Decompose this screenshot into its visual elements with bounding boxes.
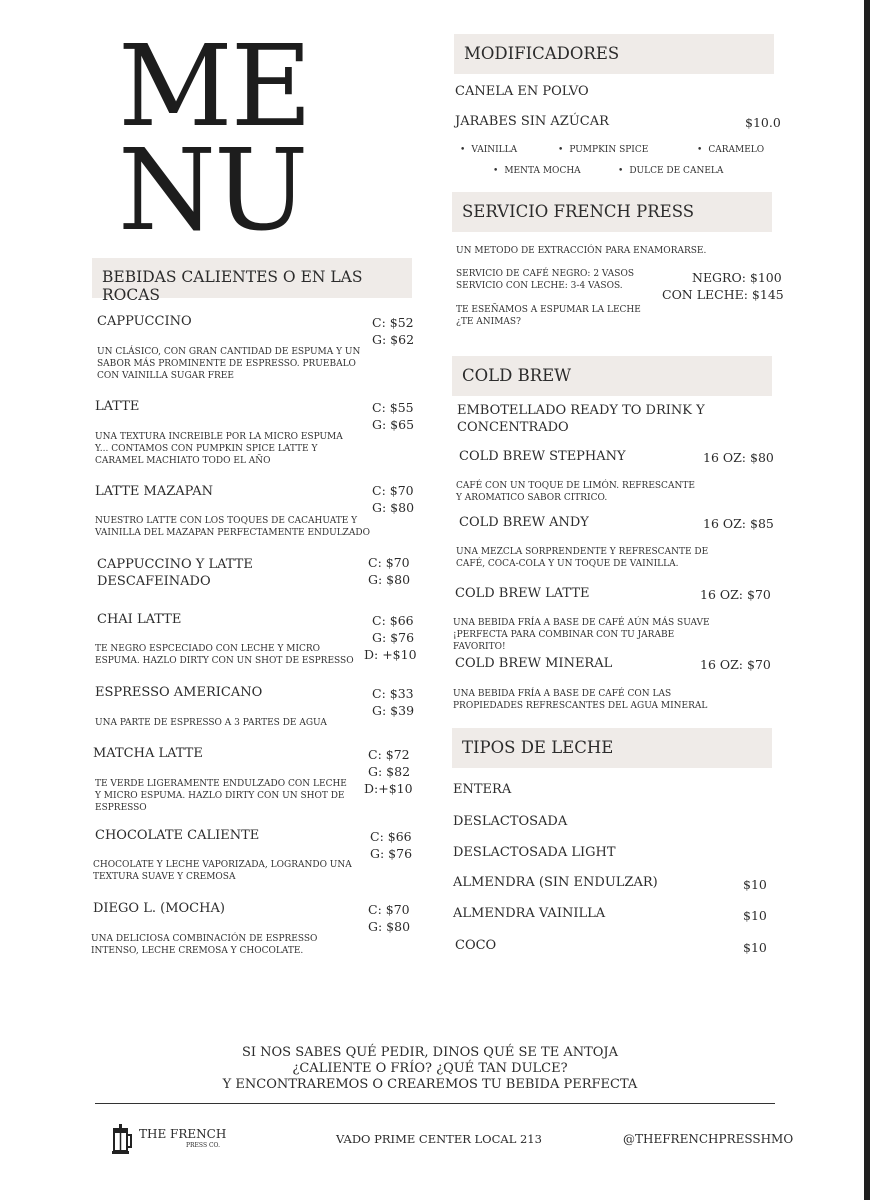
cold-brew-latte-price: 16 OZ: $70 xyxy=(700,587,771,602)
hot-drinks-header-label: BEBIDAS CALIENTES O EN LAS ROCAS xyxy=(102,268,363,304)
flavor-pumpkin-spice: • PUMPKIN SPICE xyxy=(558,145,648,155)
item-chocolate-price-c: C: $66 xyxy=(370,829,412,844)
modifiers-header xyxy=(454,34,774,74)
milk-almendra-vainilla: ALMENDRA VAINILLA xyxy=(453,906,606,921)
flavor-dulce-canela: • DULCE DE CANELA xyxy=(618,166,723,176)
footer-divider xyxy=(95,1103,775,1104)
item-descafeinado-name: CAPPUCCINO Y LATTE DESCAFEINADO xyxy=(97,557,253,589)
item-descafeinado-price-c: C: $70 xyxy=(368,555,410,570)
page-edge xyxy=(864,0,870,1200)
item-americano-price-c: C: $33 xyxy=(372,686,414,701)
modifier-jarabes-price: $10.0 xyxy=(745,115,781,130)
item-cappuccino-name: CAPPUCCINO xyxy=(97,314,192,329)
french-press-line2: SERVICIO CON LECHE: 3-4 VASOS. xyxy=(456,281,623,291)
cold-brew-header xyxy=(452,356,772,396)
hot-drinks-header xyxy=(92,258,412,304)
flavor-vainilla: • VAINILLA xyxy=(460,145,517,155)
modifiers-header-label: MODIFICADORES xyxy=(464,44,620,63)
footer-line2: ¿CALIENTE O FRÍO? ¿QUÉ TAN DULCE? xyxy=(292,1061,568,1076)
item-americano-desc: UNA PARTE DE ESPRESSO A 3 PARTES DE AGUA xyxy=(95,718,327,728)
item-matcha-latte-price-g: G: $82 xyxy=(368,764,411,779)
cold-brew-stephany-price: 16 OZ: $80 xyxy=(703,450,774,465)
item-latte-mazapan-name: LATTE MAZAPAN xyxy=(95,484,213,499)
location: VADO PRIME CENTER LOCAL 213 xyxy=(336,1132,542,1146)
item-matcha-latte-name: MATCHA LATTE xyxy=(93,746,203,761)
item-latte-name: LATTE xyxy=(95,399,140,414)
modifier-jarabes: JARABES SIN AZÚCAR xyxy=(455,114,609,129)
french-press-line1: SERVICIO DE CAFÉ NEGRO: 2 VASOS xyxy=(456,269,635,279)
item-mocha-price-g: G: $80 xyxy=(368,919,411,934)
item-chai-latte-price-c: C: $66 xyxy=(372,613,414,628)
social-handle: @THEFRENCHPRESSHMO xyxy=(623,1132,794,1146)
item-chocolate-price-g: G: $76 xyxy=(370,846,413,861)
footer-line1: SI NOS SABES QUÉ PEDIR, DINOS QUÉ SE TE ANTOJA xyxy=(241,1045,619,1060)
item-cappuccino-price-g: G: $62 xyxy=(372,332,415,347)
cold-brew-intro: EMBOTELLADO READY TO DRINK Y CONCENTRADO xyxy=(457,403,705,435)
item-chai-latte-desc: TE NEGRO ESPCECIADO CON LECHE Y MICRO ESPUMA. HAZLO DIRTY CON UN SHOT DE ESPRESSO xyxy=(95,644,354,666)
milk-almendra-price: $10 xyxy=(743,877,767,892)
item-cappuccino-price-c: C: $52 xyxy=(372,315,414,330)
french-press-price-negro: NEGRO: $100 xyxy=(692,270,782,285)
milk-coco-price: $10 xyxy=(743,940,767,955)
french-press-note1: TE ESEÑAMOS A ESPUMAR LA LECHE xyxy=(456,305,641,315)
item-matcha-latte-desc: TE VERDE LIGERAMENTE ENDULZADO CON LECHE Y MICRO ESPUMA. HAZLO DIRTY CON UN SHOT DE ESPRESSO xyxy=(95,779,347,813)
item-descafeinado-price-g: G: $80 xyxy=(368,572,411,587)
milk-deslactosada: DESLACTOSADA xyxy=(453,814,568,829)
item-mocha-desc: UNA DELICIOSA COMBINACIÓN DE ESPRESSO INTENSO, LECHE CREMOSA Y CHOCOLATE. xyxy=(91,934,318,956)
item-latte-price-g: G: $65 xyxy=(372,417,415,432)
cold-brew-mineral-desc: UNA BEBIDA FRÍA A BASE DE CAFÉ CON LAS PROPIEDADES REFRESCANTES DEL AGUA MINERAL xyxy=(453,689,708,711)
item-chocolate-name: CHOCOLATE CALIENTE xyxy=(95,828,260,843)
cold-brew-stephany-name: COLD BREW STEPHANY xyxy=(459,449,626,464)
flavor-caramelo: • CARAMELO xyxy=(697,145,764,155)
cold-brew-stephany-desc: CAFÉ CON UN TOQUE DE LIMÓN. REFRESCANTE Y AROMATICO SABOR CITRICO. xyxy=(456,481,695,503)
milk-header-label: TIPOS DE LECHE xyxy=(462,738,614,757)
french-press-logo-icon xyxy=(108,1124,134,1156)
cold-brew-andy-name: COLD BREW ANDY xyxy=(459,515,589,530)
item-matcha-latte-price-d: D:+$10 xyxy=(364,781,413,796)
milk-entera: ENTERA xyxy=(453,782,512,797)
item-chai-latte-name: CHAI LATTE xyxy=(97,612,182,627)
french-press-header xyxy=(452,192,772,232)
cold-brew-mineral-price: 16 OZ: $70 xyxy=(700,657,771,672)
brand-name: THE FRENCH xyxy=(139,1127,227,1141)
french-press-header-label: SERVICIO FRENCH PRESS xyxy=(462,202,695,221)
milk-header xyxy=(452,728,772,768)
cold-brew-andy-desc: UNA MEZCLA SORPRENDENTE Y REFRESCANTE DE CAFÉ, COCA-COLA Y UN TOQUE DE VAINILLA. xyxy=(456,547,709,569)
item-americano-name: ESPRESSO AMERICANO xyxy=(95,685,263,700)
milk-almendra: ALMENDRA (SIN ENDULZAR) xyxy=(453,875,658,890)
french-press-note2: ¿TE ANIMAS? xyxy=(456,317,521,327)
item-latte-mazapan-desc: NUESTRO LATTE CON LOS TOQUES DE CACAHUATE Y VAINILLA DEL MAZAPAN PERFECTAMENTE ENDULZADO xyxy=(95,516,371,538)
milk-deslactosada-light: DESLACTOSADA LIGHT xyxy=(453,845,616,860)
cold-brew-latte-name: COLD BREW LATTE xyxy=(455,586,590,601)
milk-almendra-vainilla-price: $10 xyxy=(743,908,767,923)
cold-brew-andy-price: 16 OZ: $85 xyxy=(703,516,774,531)
item-matcha-latte-price-c: C: $72 xyxy=(368,747,410,762)
item-chocolate-desc: CHOCOLATE Y LECHE VAPORIZADA, LOGRANDO UNA TEXTURA SUAVE Y CREMOSA xyxy=(93,860,352,882)
cold-brew-mineral-name: COLD BREW MINERAL xyxy=(455,656,613,671)
item-americano-price-g: G: $39 xyxy=(372,703,415,718)
item-latte-mazapan-price-c: C: $70 xyxy=(372,483,414,498)
french-press-price-leche: CON LECHE: $145 xyxy=(662,287,784,302)
modifier-canela: CANELA EN POLVO xyxy=(455,84,589,99)
item-chai-latte-price-d: D: +$10 xyxy=(364,647,417,662)
flavor-menta-mocha: • MENTA MOCHA xyxy=(493,166,581,176)
footer-line3: Y ENCONTRAREMOS O CREAREMOS TU BEBIDA PERFECTA xyxy=(222,1077,638,1092)
item-latte-mazapan-price-g: G: $80 xyxy=(372,500,415,515)
cold-brew-header-label: COLD BREW xyxy=(462,366,572,385)
milk-coco: COCO xyxy=(455,938,497,953)
menu-title-line1: ME xyxy=(118,22,311,152)
item-latte-desc: UNA TEXTURA INCREIBLE POR LA MICRO ESPUMA Y... CONTAMOS CON PUMPKIN SPICE LATTE Y CARAMEL MACHIATO TODO EL AÑO xyxy=(95,432,343,466)
item-mocha-price-c: C: $70 xyxy=(368,902,410,917)
item-cappuccino-desc: UN CLÁSICO, CON GRAN CANTIDAD DE ESPUMA Y UN SABOR MÁS PROMINENTE DE ESPRESSO. PRUEBALO CON VAINILLA SUGAR FREE xyxy=(97,347,361,381)
item-latte-price-c: C: $55 xyxy=(372,400,414,415)
menu-title-line2: NU xyxy=(118,126,307,256)
brand-sub: PRESS CO. xyxy=(186,1142,221,1149)
item-mocha-name: DIEGO L. (MOCHA) xyxy=(93,901,225,916)
french-press-intro: UN METODO DE EXTRACCIÓN PARA ENAMORARSE. xyxy=(456,246,707,256)
item-chai-latte-price-g: G: $76 xyxy=(372,630,415,645)
cold-brew-latte-desc: UNA BEBIDA FRÍA A BASE DE CAFÉ AÚN MÁS SUAVE ¡PERFECTA PARA COMBINAR CON TU JARABE FAVORITO! xyxy=(453,618,710,652)
